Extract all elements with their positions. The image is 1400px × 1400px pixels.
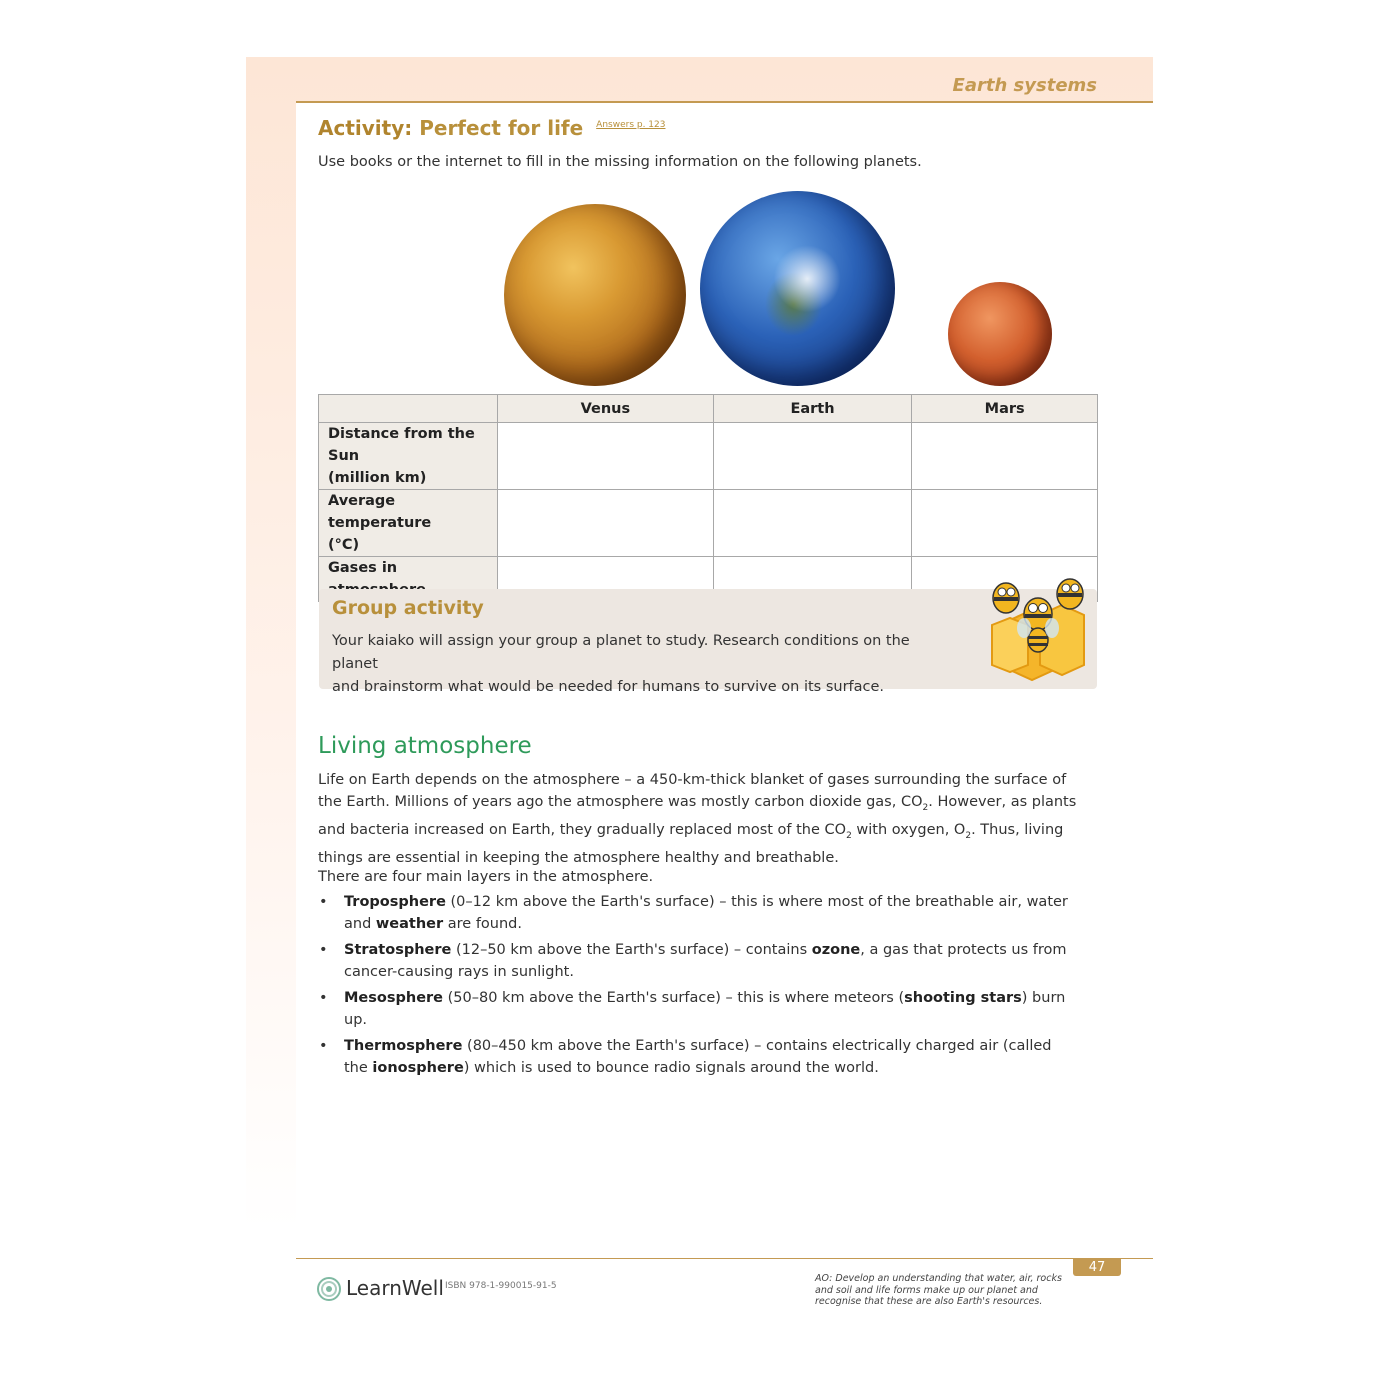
subscript: 2 <box>846 830 852 841</box>
layer-text: , a gas that protects us from cancer-causing rays in sunlight. <box>344 942 1067 980</box>
footer-rule <box>296 1258 1153 1259</box>
row-header-temperature <box>319 490 498 557</box>
answer-cell-earth-distance[interactable] <box>713 423 912 490</box>
paragraph-text: Life on Earth depends on the atmosphere – a 450-km-thick blanket of gases surrounding the surface of the Earth. Millions of years ago the atmosphere was mostly carbon dioxide gas, CO <box>318 772 1067 810</box>
section-heading-living-atmosphere: Living atmosphere <box>318 733 532 759</box>
bullet: • <box>319 894 328 910</box>
layer-text: ) burn up. <box>344 990 1066 1028</box>
row-label-line: (°C) <box>328 537 360 553</box>
layer-keyword: shooting stars <box>904 990 1022 1006</box>
table-header-row <box>319 395 1098 423</box>
layer-text: (50–80 km above the Earth's surface) – this is where meteors ( <box>443 990 905 1006</box>
layer-text: (0–12 km above the Earth's surface) – this is where most of the breathable air, water and <box>344 894 1068 932</box>
bullet: • <box>319 942 328 958</box>
layer-name: Stratosphere <box>344 942 452 958</box>
table-row <box>319 490 1098 557</box>
list-item <box>318 1035 1078 1079</box>
layer-name: Mesosphere <box>344 990 444 1006</box>
paragraph-text: . However, as plants and bacteria increased on Earth, they gradually replaced most of the CO <box>318 794 1077 838</box>
list-item <box>318 987 1078 1031</box>
activity-title <box>318 116 665 140</box>
activity-intro: Use books or the internet to fill in the missing information on the following planets. <box>318 154 922 170</box>
venus-image <box>504 204 686 386</box>
answer-cell-venus-distance[interactable] <box>498 423 714 490</box>
layer-keyword: ionosphere <box>372 1060 464 1076</box>
atmosphere-layers-list <box>318 891 1078 1083</box>
header-rule <box>296 101 1153 103</box>
row-header-distance <box>319 423 498 490</box>
section-title: Earth systems <box>952 75 1097 96</box>
mars-image <box>948 282 1052 386</box>
paragraph-text: with oxygen, O <box>851 821 966 838</box>
layer-keyword: weather <box>375 916 444 932</box>
list-item <box>318 891 1078 935</box>
column-header-venus: Venus <box>498 395 714 423</box>
subscript: 2 <box>922 802 929 813</box>
answers-link[interactable]: Answers p. 123 <box>596 120 666 130</box>
group-activity-text <box>332 630 952 699</box>
row-label-line: Average temperature <box>328 493 432 531</box>
bullet: • <box>319 990 328 1006</box>
row-label-line: Distance from the Sun <box>328 426 475 464</box>
bees-illustration-icon <box>980 570 1098 685</box>
logo-text: LearnWell <box>346 1276 444 1300</box>
subscript: 2 <box>965 830 972 841</box>
bullet: • <box>319 1038 328 1054</box>
atmosphere-paragraph <box>318 769 1078 869</box>
paragraph-text: . Thus, living things are essential in keeping the atmosphere healthy and breathable. <box>318 821 1064 866</box>
column-header-earth: Earth <box>713 395 912 423</box>
group-activity-title: Group activity <box>332 597 484 619</box>
column-header-mars: Mars <box>912 395 1098 423</box>
layer-text: (80–450 km above the Earth's surface) – contains electrically charged air (called the <box>344 1038 1052 1076</box>
answer-cell-earth-temperature[interactable] <box>713 490 912 557</box>
isbn: ISBN 978-1-990015-91-5 <box>445 1281 557 1291</box>
activity-name: Perfect for life <box>419 116 584 140</box>
row-label-line: (million km) <box>328 470 427 486</box>
page-number: 47 <box>1073 1259 1121 1276</box>
layer-name: Thermosphere <box>344 1038 463 1054</box>
layer-text: ) which is used to bounce radio signals around the world. <box>463 1060 879 1076</box>
group-activity-line: Your kaiako will assign your group a planet to study. Research conditions on the planet <box>332 633 910 672</box>
layer-text: (12–50 km above the Earth's surface) – contains <box>451 942 812 958</box>
layer-keyword: ozone <box>811 942 861 958</box>
learnwell-logo-icon <box>316 1276 342 1302</box>
answer-cell-mars-temperature[interactable] <box>912 490 1098 557</box>
answer-cell-venus-temperature[interactable] <box>498 490 714 557</box>
group-activity-line: and brainstorm what would be needed for humans to survive on its surface. <box>332 679 885 695</box>
activity-label: Activity: <box>318 116 413 140</box>
table-row <box>319 423 1098 490</box>
layer-text: are found. <box>443 916 522 932</box>
table-corner-cell <box>319 395 498 423</box>
row-label-line: Gases in <box>328 560 398 576</box>
layers-intro: There are four main layers in the atmosphere. <box>318 869 654 885</box>
list-item <box>318 939 1078 983</box>
answer-cell-mars-distance[interactable] <box>912 423 1098 490</box>
earth-image <box>700 191 895 386</box>
achievement-objective-note: AO: Develop an understanding that water, air, rocks and soil and life forms make up our planet and recognise that these are also Earth's resources. <box>815 1273 1062 1307</box>
layer-name: Troposphere <box>344 894 446 910</box>
